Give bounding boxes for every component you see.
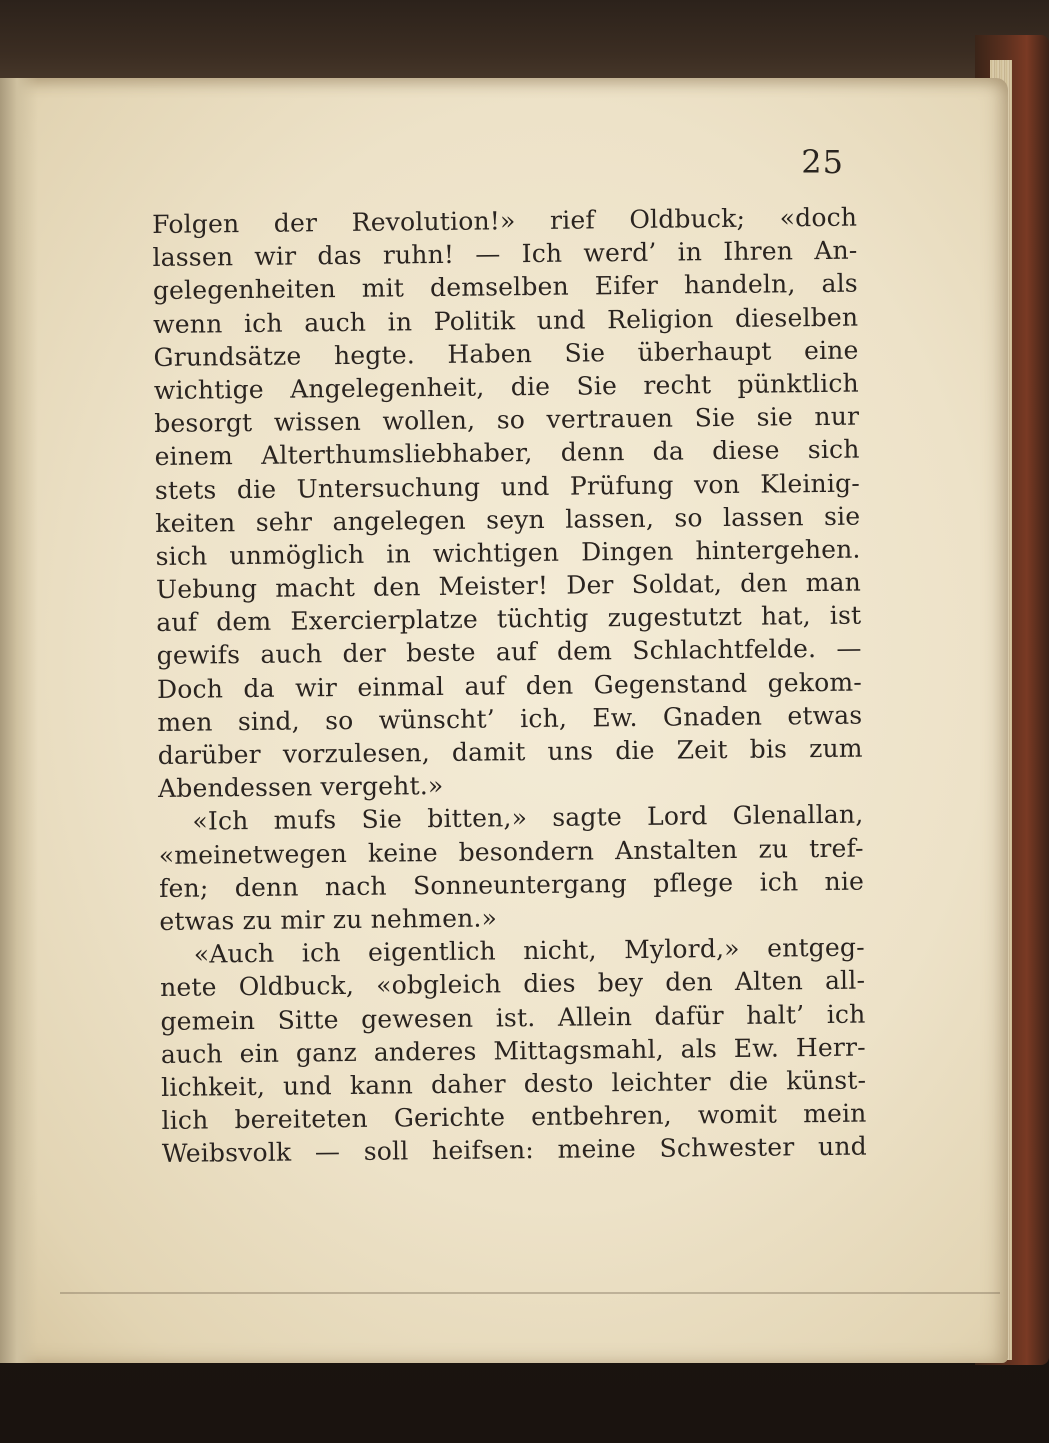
text-line: auf dem Exercierplatze tüchtig zugestutzt hat, ist <box>156 600 862 638</box>
text-line: lich bereiteten Gerichte entbehren, womit mein <box>161 1098 867 1136</box>
text-line: darüber vorzulesen, damit uns die Zeit bis zum <box>157 733 863 770</box>
text-line: gewifs auch der beste auf dem Schlachtfelde. — <box>156 634 862 671</box>
text-line: Doch da wir einmal auf den Gegenstand gekom- <box>156 667 863 704</box>
text-line: «Ich mufs Sie bitten,» sagte Lord Glenallan, <box>192 799 864 836</box>
text-line: lichkeit, und kann daher desto leichter die künst- <box>161 1065 867 1102</box>
text-line: «Auch ich eigentlich nicht, Mylord,» entgeg- <box>193 932 865 969</box>
text-line: besorgt wissen wollen, so vertrauen Sie sie nur <box>154 401 860 439</box>
text-line: stets die Untersuchung und Prüfung von Kleinig- <box>154 468 861 505</box>
text-line: Abendessen vergeht.» <box>157 771 444 804</box>
page-fold-line <box>60 1292 1000 1294</box>
text-line: Grundsätze hegte. Haben Sie überhaupt eine <box>153 335 859 372</box>
text-line: lassen wir das ruhn! — Ich werd’ in Ihren An- <box>152 235 858 273</box>
text-line: wichtige Angelegenheit, die Sie recht pünktlich <box>153 368 860 405</box>
text-line: etwas zu mir zu nehmen.» <box>159 903 498 936</box>
text-line: wenn ich auch in Politik und Religion dieselben <box>153 302 859 339</box>
text-line: Weibsvolk — soll heifsen: meine Schwester und <box>161 1131 868 1169</box>
text-line: auch ein ganz anderes Mittagsmahl, als Ew. Herr- <box>160 1032 866 1069</box>
text-line: einem Alterthumsliebhaber, denn da diese sich <box>154 434 860 472</box>
page-gutter <box>0 78 38 1363</box>
text-line: fen; denn nach Sonneuntergang pflege ich nie <box>158 866 865 903</box>
text-line: men sind, so wünscht’ ich, Ew. Gnaden etwas <box>157 700 863 737</box>
text-line: gemein Sitte gewesen ist. Allein dafür halt’ ich <box>160 999 866 1036</box>
text-line: «meinetwegen keine besondern Anstalten zu tref- <box>158 833 864 870</box>
text-line: nete Oldbuck, «obgleich dies bey den Alten all- <box>160 965 866 1003</box>
text-line: Folgen der Revolution!» rief Oldbuck; «doch <box>152 202 858 239</box>
text-line: sich unmöglich in wichtigen Dingen hintergehen. <box>155 534 861 571</box>
page-number: 25 <box>801 143 844 181</box>
page-text <box>152 201 867 1171</box>
text-line: Uebung macht den Meister! Der Soldat, den man <box>155 567 862 605</box>
book-top-edge <box>0 0 1049 90</box>
text-line: gelegenheiten mit demselben Eifer handeln, als <box>152 268 858 306</box>
text-line: keiten sehr angelegen seyn lassen, so lassen sie <box>155 501 861 538</box>
